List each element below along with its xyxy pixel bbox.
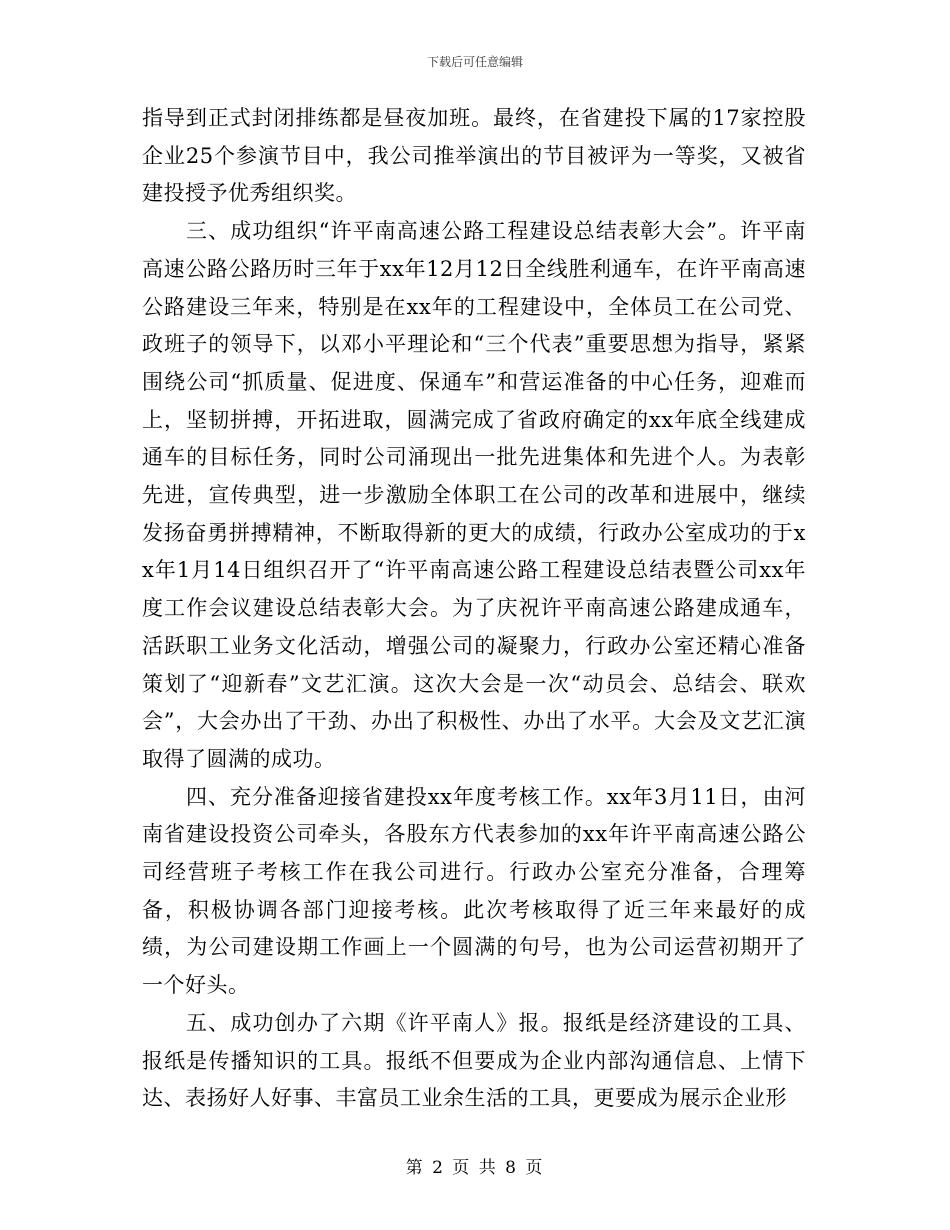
page-number-footer: 第 2 页 共 8 页 <box>405 1158 545 1178</box>
paragraph-1: 指导到正式封闭排练都是昼夜加班。最终，在省建投下属的17家控股企业25个参演节目中，我公司推举演出的节目被评为一等奖，又被省建投授予优秀组织奖。 <box>142 106 806 206</box>
paragraph-4: 五、成功创办了六期《许平南人》报。报纸是经济建设的工具、报纸是传播知识的工具。报纸不但要成为企业内部沟通信息、上情下达、表扬好人好事、丰富员工业余生活的工具，更要成为展示企业形 <box>142 1010 806 1111</box>
document-body <box>142 100 806 1118</box>
paragraph-3: 四、充分准备迎接省建投xx年度考核工作。xx年3月11日，由河南省建设投资公司牵头，各股东方代表参加的xx年许平南高速公路公司经营班子考核工作在我公司进行。行政办公室充分准备，合理筹备，积极协调各部门迎接考核。此次考核取得了近三年来最好的成绩，为公司建设期工作画上一个圆满的句号，也为公司运营初期开了一个好头。 <box>142 784 806 998</box>
page-header: 下载后可任意编辑 <box>426 55 523 69</box>
paragraph-2: 三、成功组织“许平南高速公路工程建设总结表彰大会”。许平南高速公路公路历时三年于xx年12月12日全线胜利通车，在许平南高速公路建设三年来，特别是在xx年的工程建设中，全体员工在公司党、政班子的领导下，以邓小平理论和“三个代表”重要思想为指导，紧紧围绕公司“抓质量、促进度、保通车”和营运准备的中心任务，迎难而上，坚韧拼搏，开拓进取，圆满完成了省政府确定的xx年底全线建成通车的目标任务，同时公司涌现出一批先进集体和先进个人。为表彰先进，宣传典型，进一步激励全体职工在公司的改革和进展中，继续发扬奋勇拼搏精神，不断取得新的更大的成绩，行政办公室成功的于xx年1月14日组织召开了“许平南高速公路工程建设总结表暨公司xx年度工作会议建设总结表彰大会。为了庆祝许平南高速公路建成通车，活跃职工业务文化活动，增强公司的凝聚力，行政办公室还精心准备策划了“迎新春”文艺汇演。这次大会是一次“动员会、总结会、联欢会”，大会办出了干劲、办出了积极性、办出了水平。大会及文艺汇演取得了圆满的成功。 <box>142 219 806 771</box>
